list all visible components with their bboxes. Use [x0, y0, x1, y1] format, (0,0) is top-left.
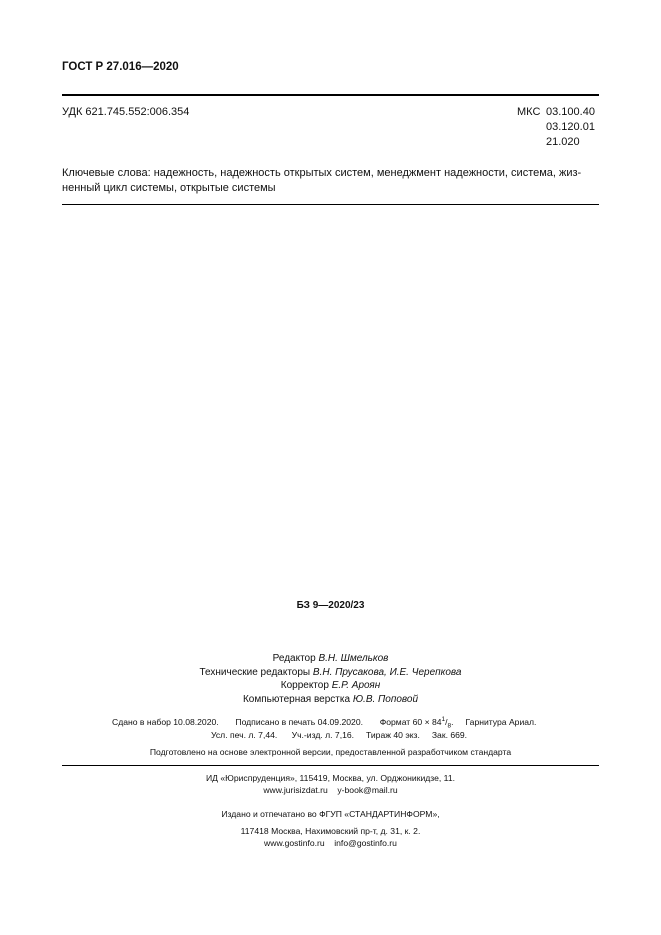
printer-contacts: www.gostinfo.ru info@gostinfo.ru — [264, 838, 397, 848]
mks-codes — [546, 105, 606, 150]
keywords-divider — [62, 204, 599, 205]
credit-tech-editors: Технические редакторы В.Н. Прусакова, И.Е. Черепкова — [199, 666, 462, 678]
mks-label: МКС — [517, 106, 541, 118]
keywords — [62, 166, 602, 196]
printer-line: Издано и отпечатано во ФГУП «СТАНДАРТИНФОРМ», — [221, 809, 440, 819]
standard-header: ГОСТ Р 27.016—2020 — [62, 61, 179, 73]
keywords-line: ненный цикл системы, открытые системы — [62, 182, 276, 194]
publisher-block — [62, 772, 599, 849]
print-info-line1: Сдано в набор 10.08.2020. Подписано в печать 04.09.2020. Формат $60 \times 84^1/_8$. Гарнитура Ариал. — [112, 716, 537, 730]
prepared-note: Подготовлено на основе электронной версии, предоставленной разработчиком стандарта — [149, 747, 512, 757]
print-info-line2: Усл. печ. л. 7,44. Уч.-изд. л. 7,16. Тираж 40 экз. Зак. 669. — [211, 730, 468, 740]
bz-number: БЗ 9—2020/23 — [296, 600, 365, 611]
publisher-contacts: www.jurisizdat.ru y-book@mail.ru — [263, 785, 398, 795]
udk-code: УДК 621.745.552:006.354 — [62, 106, 190, 118]
mks-code: 03.100.40 — [546, 106, 595, 118]
credit-editor: Редактор В.Н. Шмельков — [272, 653, 389, 664]
mks-code: 03.120.01 — [546, 121, 595, 133]
credit-corrector: Корректор Е.Р. Ароян — [280, 680, 381, 692]
publisher-line: ИД «Юриспруденция», 115419, Москва, ул. Орджоникидзе, 11. — [205, 773, 455, 783]
mks-code: 21.020 — [546, 136, 580, 148]
printer-address: 117418 Москва, Нахимовский пр-т, д. 31, к. 2. — [240, 826, 421, 836]
credits — [62, 652, 599, 706]
footer-divider — [62, 765, 599, 766]
keywords-line: Ключевые слова: надежность, надежность открытых систем, менеджмент надежности, система, жиз- — [62, 167, 582, 179]
credit-layout: Компьютерная верстка Ю.В. Поповой — [242, 693, 419, 705]
header-divider — [62, 94, 599, 96]
